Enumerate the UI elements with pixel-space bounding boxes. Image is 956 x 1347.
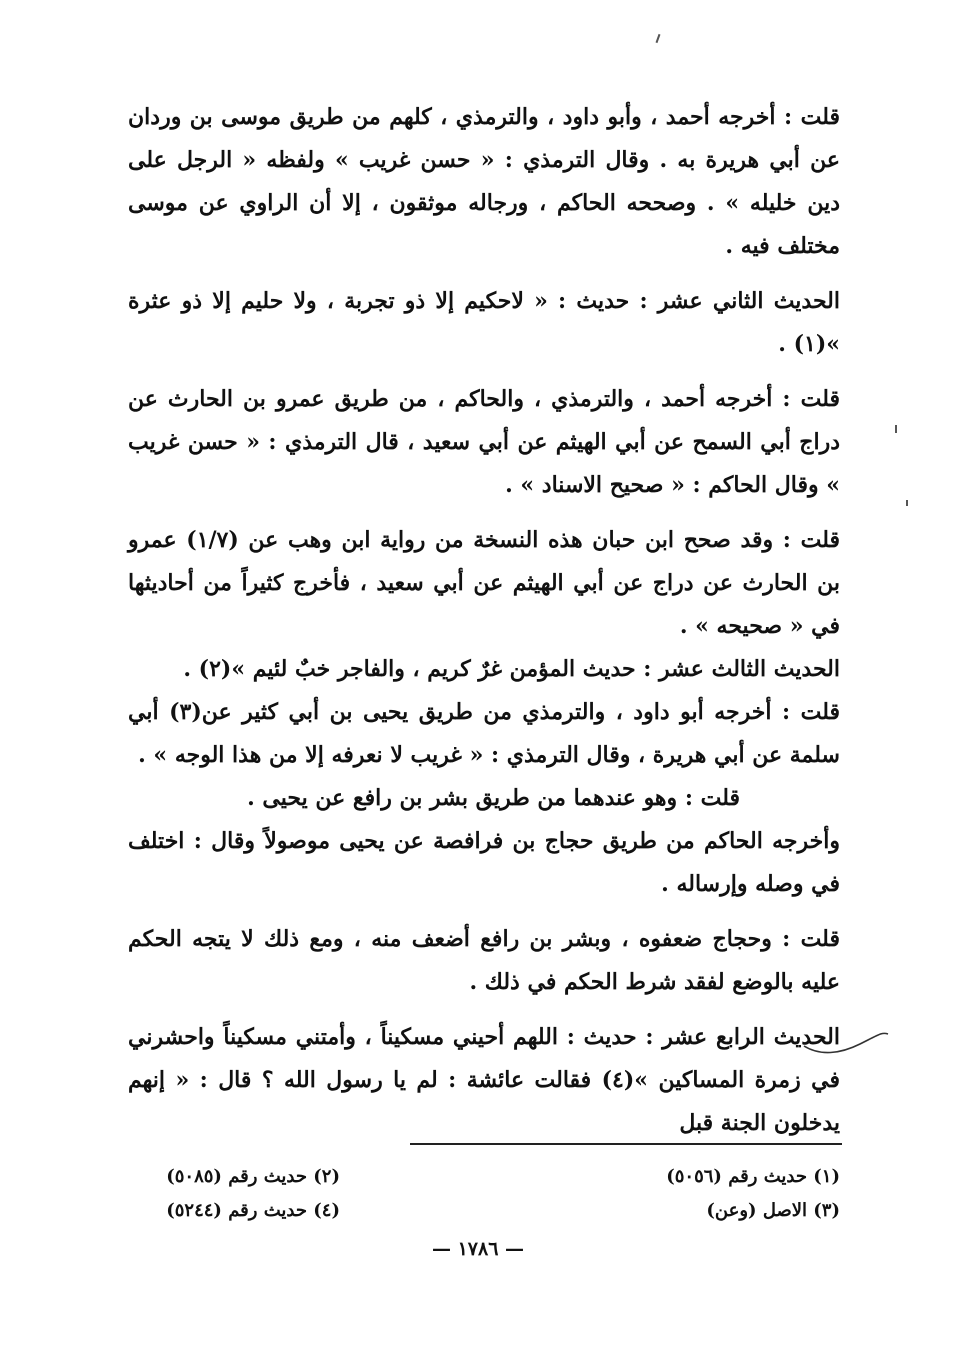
footnotes-right-column: [540, 1160, 840, 1228]
footnote-1: (١) حديث رقم (٥٠٥٦): [666, 1166, 840, 1187]
scan-speck: [906, 500, 908, 506]
page-number: — ١٧٨٦ —: [431, 1238, 525, 1260]
main-text: [128, 96, 840, 1145]
footnote-4: (٤) حديث رقم (٥٢٤٤): [166, 1200, 340, 1221]
scan-speck: [656, 34, 661, 43]
footnote-2: (٢) حديث رقم (٥٠٨٥): [166, 1166, 340, 1187]
paragraph-8: وأخرجه الحاكم من طريق حجاج بن فرافصة عن يحيى موصولاً وقال : اختلف في وصله وإرساله .: [128, 828, 840, 897]
paragraph-hadith-12: الحديث الثاني عشر : حديث : « لاحكيم إلا ذو تجربة ، ولا حليم إلا ذو عثرة »(١) .: [128, 288, 840, 357]
paragraph-hadith-14: الحديث الرابع عشر : حديث : اللهم أحيني مسكيناً ، وأمتني مسكيناً واحشرني في زمرة المساكين »(٤) فقالت عائشة : لم يا رسول الله ؟ قال : « إنهم يدخلون الجنة قبل: [128, 1024, 840, 1136]
paragraph-9: قلت : وحجاج ضعفوه ، وبشر بن رافع أضعف منه ، ومع ذلك لا يتجه الحكم عليه بالوضع لفقد شرط الحكم في ذلك .: [128, 926, 840, 995]
footnotes-left-column: [140, 1160, 340, 1228]
scan-speck: [895, 425, 897, 433]
footnote-divider: [410, 1143, 842, 1145]
footnote-3: (٣) الاصل (وعن): [706, 1200, 840, 1221]
paragraph-7: قلت : وهو عندهما من طريق بشر بن رافع عن يحيى .: [247, 785, 740, 811]
paragraph-6: قلت : أخرجه أبو داود ، والترمذي من طريق يحيى بن أبي كثير عن(٣) أبي سلمة عن أبي هريرة ، وقال الترمذي : « غريب لا نعرفه إلا من هذا الوجه » .: [128, 699, 841, 768]
paragraph-4: قلت : وقد صحح ابن حبان هذه النسخة من رواية ابن وهب عن (١/٧) عمرو بن الحارث عن دراج عن أبي الهيثم عن أبي سعيد ، فأخرج كثيراً من أحاديثها في « صحيحه » .: [128, 527, 840, 639]
pen-mark-icon: [800, 1024, 890, 1064]
paragraph-3: قلت : أخرجه أحمد ، والترمذي ، والحاكم ، من طريق عمرو بن الحارث عن دراج أبي السمح عن أبي الهيثم عن أبي سعيد ، قال الترمذي : « حسن غريب » وقال الحاكم : « صحيح الاسناد » .: [128, 386, 840, 498]
paragraph-1: قلت : أخرجه أحمد ، وأبو داود ، والترمذي ، كلهم من طريق موسى بن وردان عن أبي هريرة به . وقال الترمذي : « حسن غريب » ولفظه « الرجل على دين خليله » . وصححه الحاكم ، ورجاله موثقون ، إلا أن الراوي عن موسى مختلف فيه .: [128, 104, 840, 259]
paragraph-hadith-13: الحديث الثالث عشر : حديث المؤمن غرٌ كريم ، والفاجر خبٌ لئيم »(٢) .: [183, 656, 840, 682]
